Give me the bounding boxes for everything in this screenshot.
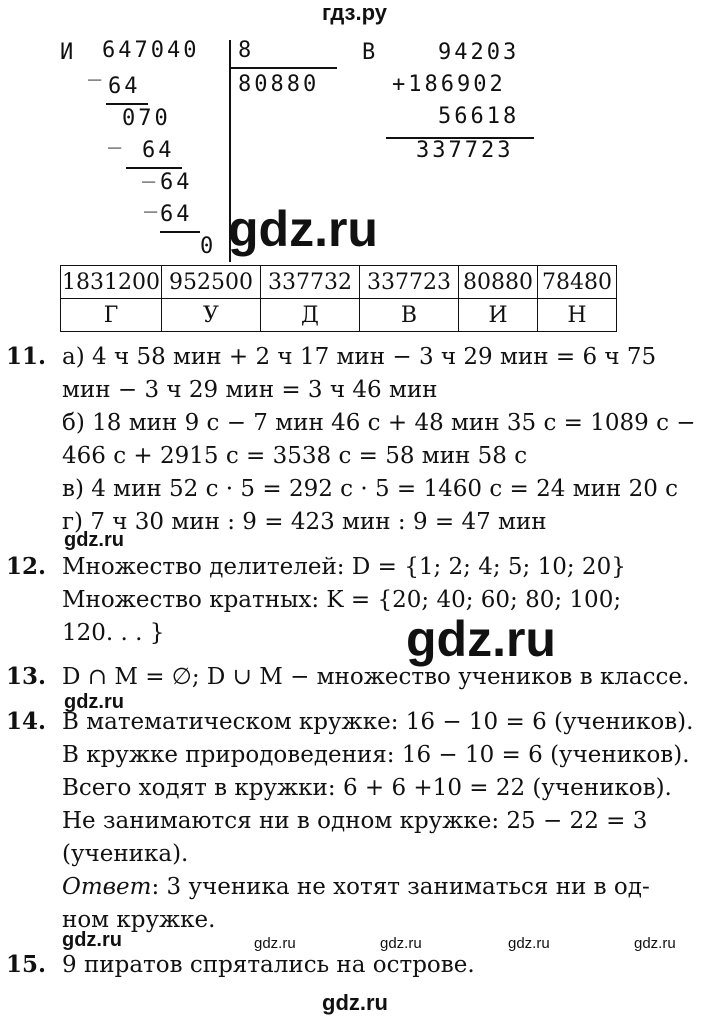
problem-number-15: 15. [6, 951, 47, 978]
problem-12-line-3: 120. . . } [62, 620, 165, 646]
division-minus-2: _ [108, 124, 125, 149]
addition-letter: В [362, 40, 379, 65]
division-minus: _ [88, 56, 105, 81]
watermark-small-6: gdz.ru [508, 935, 550, 952]
watermark-big-2: gdz.ru [406, 611, 556, 667]
answer-letter-cell: Д [260, 299, 359, 332]
division-divisor: 8 [238, 38, 255, 63]
problem-number-12: 12. [6, 553, 47, 580]
problem-number-14: 14. [6, 708, 47, 735]
division-quotient: 80880 [238, 72, 320, 97]
division-step-4: 64 [160, 170, 193, 195]
watermark-small-5: gdz.ru [380, 935, 422, 952]
answer-number-cell: 78480 [537, 266, 616, 299]
watermark-small-2: gdz.ru [64, 691, 124, 713]
answer-letter-cell: И [458, 299, 537, 332]
watermark-small-7: gdz.ru [634, 935, 676, 952]
problem-14-line-4: Не занимаются ни в одном кружке: 25 − 22 = 3 [62, 808, 648, 834]
answer-letter-cell: Н [537, 299, 616, 332]
problem-11-line-3: б) 18 мин 9 с − 7 мин 46 с + 48 мин 35 с = 1089 с − [62, 410, 696, 436]
answer-table [60, 265, 617, 332]
problem-12-line-2: Множество кратных: K = {20; 40; 60; 80; 100; [62, 587, 622, 613]
problem-11-line-6: г) 7 ч 30 мин : 9 = 423 мин : 9 = 47 мин [62, 509, 547, 535]
problem-14-line-5: (ученика). [62, 841, 189, 867]
watermark-small-4: gdz.ru [254, 935, 296, 952]
addition-term-b: +186902 [392, 72, 506, 97]
problem-number-11: 11. [6, 343, 47, 370]
answer-letter-cell: У [161, 299, 260, 332]
problem-15-line-1: 9 пиратов спрятались на острове. [62, 952, 475, 978]
watermark-small-3: gdz.ru [62, 929, 122, 951]
footer-watermark: gdz.ru [322, 990, 388, 1015]
answer-letter-cell: В [359, 299, 458, 332]
header-watermark: гдз.ру [322, 0, 387, 25]
answer-number-cell: 1831200 [61, 266, 162, 299]
problem-11-line-2: мин − 3 ч 29 мин = 3 ч 46 мин [62, 377, 438, 403]
division-step-1: 64 [108, 74, 141, 99]
answer-table-numbers-row [61, 266, 617, 299]
division-divisor-line [229, 67, 337, 69]
problem-14-line-1: В математическом кружке: 16 − 10 = 6 (учеников). [62, 709, 694, 735]
watermark-small-1: gdz.ru [64, 529, 124, 551]
problem-14-line-2: В кружке природоведения: 16 − 10 = 6 (учеников). [62, 742, 690, 768]
problem-12-line-1: Множество делителей: D = {1; 2; 4; 5; 10; 20} [62, 554, 626, 580]
division-step-3: 64 [142, 138, 175, 163]
problem-14-line-3: Всего ходят в кружки: 6 + 6 +10 = 22 (учеников). [62, 775, 672, 801]
problem-11-line-5: в) 4 мин 52 с · 5 = 292 с · 5 = 1460 с = 24 мин 20 с [62, 476, 679, 502]
addition-sum: 337723 [416, 138, 514, 163]
division-step-5: 64 [160, 202, 193, 227]
problem-13-line-1: D ∩ M = ∅; D ∪ M − множество учеников в классе. [62, 664, 690, 690]
division-letter: И [60, 40, 77, 65]
division-dividend: 647040 [102, 38, 200, 63]
watermark-big-1: gdz.ru [228, 201, 378, 257]
problem-number-13: 13. [6, 663, 47, 690]
answer-text-1: : 3 ученика не хотят заниматься ни в од- [151, 874, 650, 900]
answer-number-cell: 337732 [260, 266, 359, 299]
problem-11-line-1: а) 4 ч 58 мин + 2 ч 17 мин − 3 ч 29 мин = 6 ч 75 [62, 344, 657, 370]
addition-term-c: 56618 [438, 104, 520, 129]
answer-number-cell: 952500 [161, 266, 260, 299]
problem-14-answer-line-2: ном кружке. [62, 907, 216, 933]
division-minus-4: _ [144, 188, 161, 213]
answer-table-letters-row [61, 299, 617, 332]
division-step-2: 070 [122, 106, 171, 131]
answer-label: Ответ [62, 874, 152, 900]
problem-11-line-4: 466 с + 2915 с = 3538 с = 58 мин 58 с [62, 443, 528, 469]
addition-term-a: 94203 [438, 40, 520, 65]
answer-number-cell: 337723 [359, 266, 458, 299]
problem-14-answer-line-1 [62, 871, 650, 903]
answer-letter-cell: Г [61, 299, 162, 332]
division-remainder: 0 [200, 234, 217, 259]
division-minus-3: _ [142, 158, 159, 183]
answer-number-cell: 80880 [458, 266, 537, 299]
division-underline-3 [160, 231, 200, 233]
division-underline-1 [106, 103, 148, 105]
